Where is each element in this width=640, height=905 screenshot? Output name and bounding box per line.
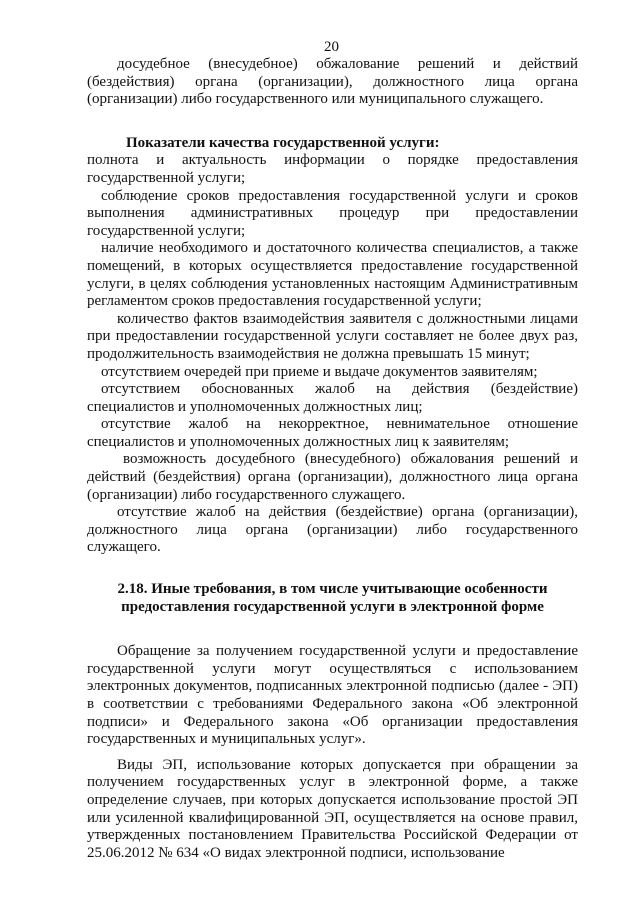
quality-item-4: количество фактов взаимодействия заявителя с должностными лицами при предоставлении государственной услуги составляет не более двух раз, продолжительность взаимодействия не должна превышать 15 минут; <box>87 310 578 362</box>
section-heading-line-1: 2.18. Иные требования, в том числе учитывающие особенности <box>117 581 548 598</box>
quality-item-9: отсутствие жалоб на действия (бездействие) органа (организации), должностного лица органа (организации) либо государственного служащего. <box>87 504 578 556</box>
quality-item-6: отсутствием обоснованных жалоб на действия (бездействие) специалистов и уполномоченных должностных лиц; <box>87 381 578 415</box>
quality-item-2: соблюдение сроков предоставления государственной услуги и сроков выполнения административных процедур при предоставлении государственной услуги; <box>87 187 578 239</box>
section-paragraph-1: Обращение за получением государственной услуги и предоставление государственной услуги могут осуществляться с использованием электронных документов, подписанных электронной подписью (далее - ЭП) в соответствии с требованиями Федерального закона «Об электронной подписи» и Федерального закона «Об организации предоставления государственных и муниципальных услуг». <box>87 643 578 748</box>
quality-item-8: возможность досудебного (внесудебного) обжалования решений и действий (бездействия) органа (организации), должностного лица органа (организации) либо государственного служащего. <box>87 451 578 503</box>
quality-item-5: отсутствием очередей при приеме и выдаче документов заявителям; <box>101 363 538 380</box>
page-number: 20 <box>324 39 339 55</box>
quality-item-7: отсутствие жалоб на некорректное, невнимательное отношение специалистов и уполномоченных должностных лиц к заявителям; <box>87 416 578 450</box>
quality-heading: Показатели качества государственной услуги: <box>126 134 440 151</box>
section-heading <box>87 581 578 616</box>
quality-item-1: полнота и актуальность информации о порядке предоставления государственной услуги; <box>87 152 578 186</box>
section-heading-line-2: предоставления государственной услуги в электронной форме <box>121 598 544 615</box>
quality-item-3: наличие необходимого и достаточного количества специалистов, а также помещений, в которых осуществляется предоставление государственной услуги, в целях соблюдения установленных настоящим Административным регламентом сроков предоставления государственной услуги; <box>87 240 578 310</box>
document-page <box>87 38 578 862</box>
intro-paragraph: досудебное (внесудебное) обжалование решений и действий (бездействия) органа (организации), должностного лица органа (организации) либо государственного или муниципального служащего. <box>87 56 578 108</box>
section-paragraph-2: Виды ЭП, использование которых допускается при обращении за получением государственных услуг в электронной форме, а также определение случаев, при которых допускается использование простой ЭП или усиленной квалифицированной ЭП, осуществляется на основе правил, утвержденных постановлением Правительства Российской Федерации от 25.06.2012 № 634 «О видах электронной подписи, использование <box>87 756 578 861</box>
